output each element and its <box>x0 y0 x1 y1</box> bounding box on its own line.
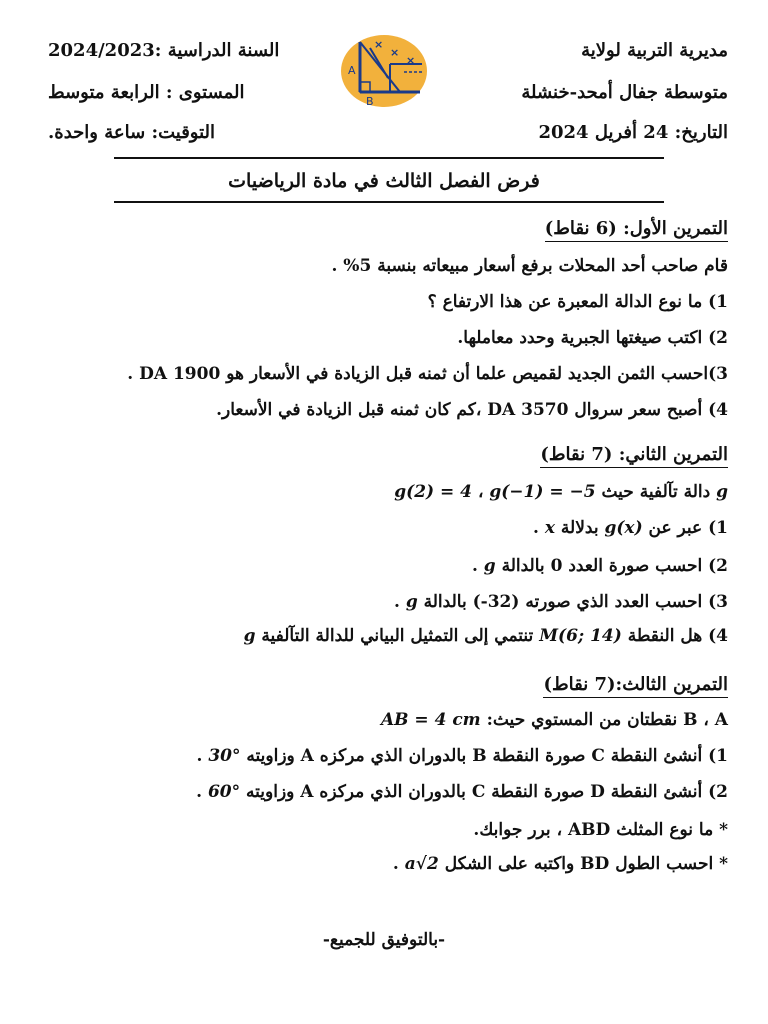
ex1-q1: 1) ما نوع الدالة المعبرة عن هذا الارتفاع ؟ <box>427 292 728 312</box>
ex3-q3: * ما نوع المثلث ABD ، برر جوابك. <box>473 820 728 840</box>
ex2-q1: 1) عبر عن g(x) بدلالة x . <box>533 518 728 538</box>
ex1-q2: 2) اكتب صيغتها الجبرية وحدد معاملها. <box>457 328 728 348</box>
exam-title: فرض الفصل الثالث في مادة الرياضيات <box>228 170 540 192</box>
exercise-1-heading: التمرين الأول: (6 نقاط) <box>545 218 728 242</box>
ex2-condition-1: g(−1) = −5 <box>489 482 596 502</box>
ex1-q4: 4) أصبح سعر سروال 3570 DA ،كم كان ثمنه قبل الزيادة في الأسعار. <box>216 400 728 420</box>
ex2-q2: 2) احسب صورة العدد 0 بالدالة g . <box>471 556 728 576</box>
geometry-logo-icon <box>340 34 428 108</box>
directorate-label: مديرية التربية لولاية <box>581 40 728 61</box>
exam-date: التاريخ: 24 أفريل 2024 <box>538 122 728 143</box>
ex2-statement <box>394 482 728 502</box>
exercise-3-heading: التمرين الثالث:(7 نقاط) <box>543 674 728 698</box>
title-bottom-rule <box>114 201 664 203</box>
logo-label-b: B <box>366 95 374 108</box>
svg-text:×: × <box>374 38 384 51</box>
footer-wish: -بالتوفيق للجميع- <box>322 930 446 950</box>
duration-label: التوقيت: ساعة واحدة. <box>48 122 216 143</box>
ex2-func-name: g <box>716 482 728 502</box>
ex3-q2: 2) أنشئ النقطة D صورة النقطة C بالدوران الذي مركزه A وزاويته 60° . <box>196 782 728 802</box>
svg-text:×: × <box>390 46 400 59</box>
ex3-statement: B ، A نقطتان من المستوي حيث: AB = 4 cm <box>380 710 728 730</box>
school-name: متوسطة جفال أمحد-خنشلة <box>521 82 728 103</box>
ex2-condition-2: g(2) = 4 <box>394 482 473 502</box>
svg-text:×: × <box>406 54 416 67</box>
ex2-separator: ، <box>477 482 484 502</box>
level-label: المستوى : الرابعة متوسط <box>48 82 245 103</box>
ex1-q3: 3)احسب الثمن الجديد لقميص علما أن ثمنه قبل الزيادة في الأسعار هو 1900 DA . <box>127 364 728 384</box>
ex2-q4: 4) هل النقطة M(6; 14) تنتمي إلى التمثيل البياني للدالة التآلفية g <box>243 626 728 646</box>
ex2-intro-text: دالة تآلفية حيث <box>601 482 711 502</box>
logo-label-a: A <box>348 64 356 77</box>
ex3-q4: * احسب الطول BD واكتبه على الشكل a√2 . <box>392 854 728 874</box>
ex2-q3: 3) احسب العدد الذي صورته (32-) بالدالة g . <box>393 592 728 612</box>
ex1-statement: قام صاحب أحد المحلات برفع أسعار مبيعاته بنسبة 5% . <box>331 256 728 276</box>
school-year: السنة الدراسية :2024/2023 <box>48 40 280 61</box>
exercise-2-heading: التمرين الثاني: (7 نقاط) <box>540 444 728 468</box>
ex3-q1: 1) أنشئ النقطة C صورة النقطة B بالدوران الذي مركزه A وزاويته 30° . <box>196 746 728 766</box>
title-top-rule <box>114 157 664 159</box>
